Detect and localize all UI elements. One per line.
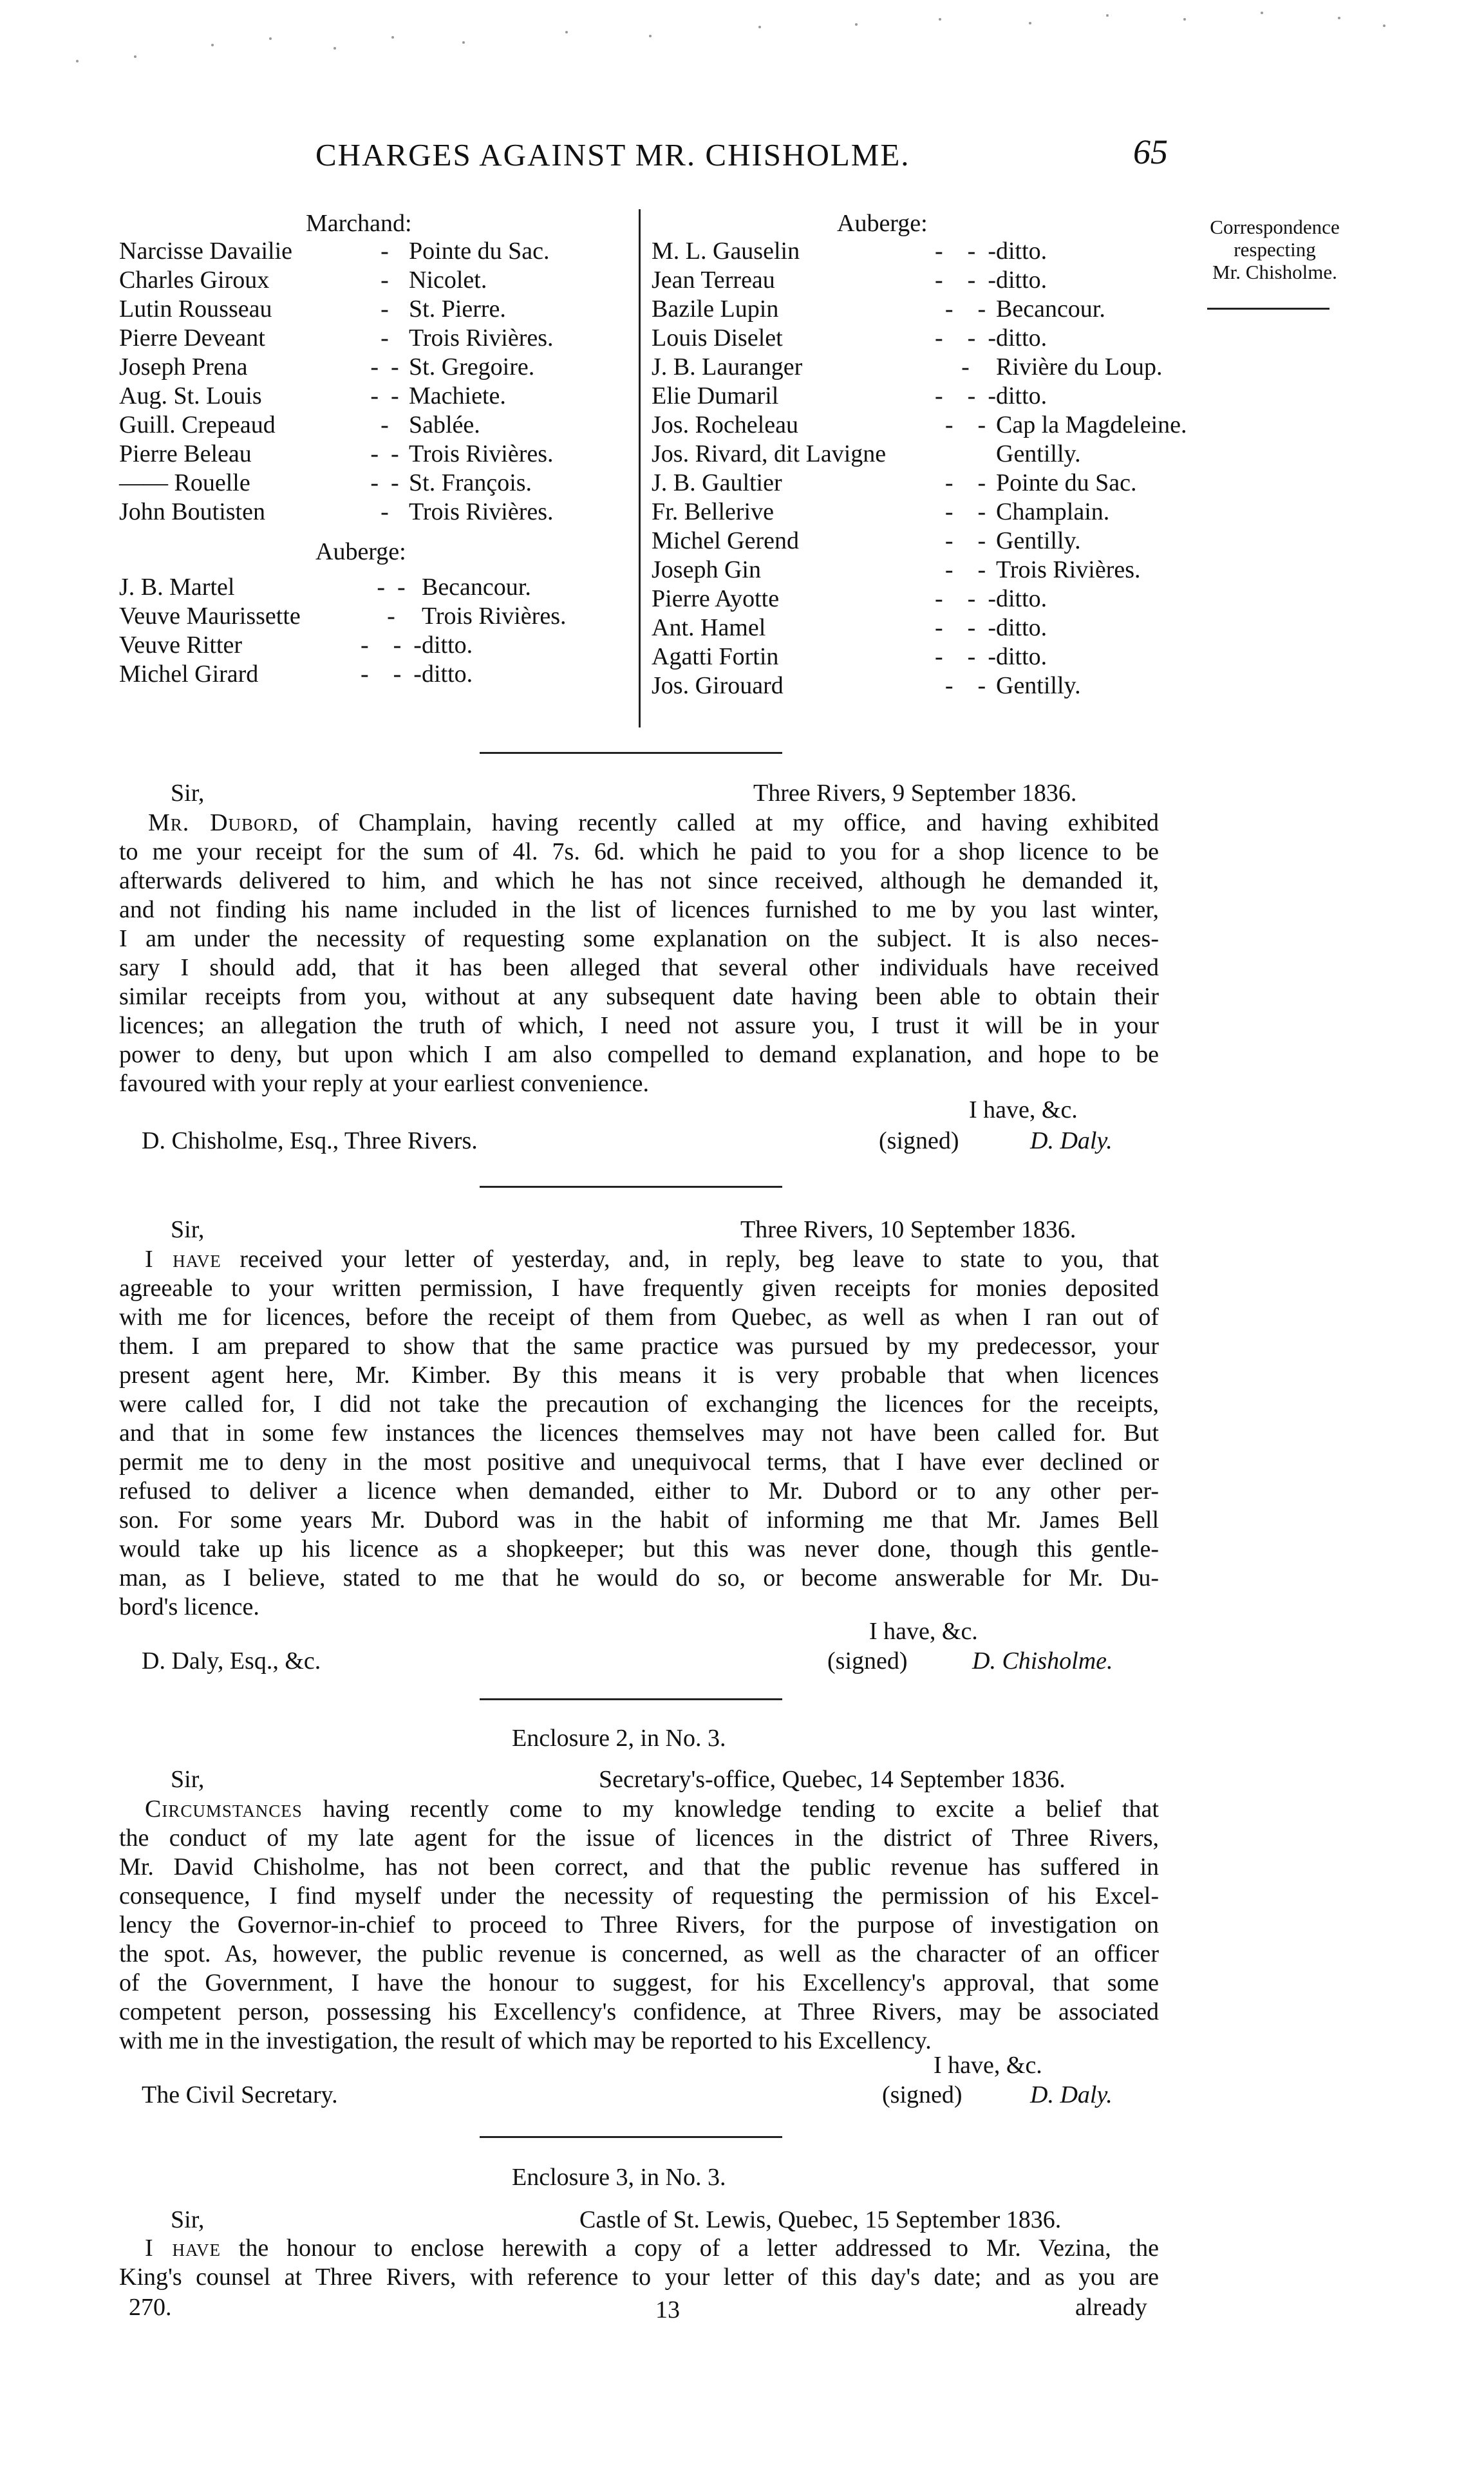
list-item-place: St. Gregoire.	[409, 353, 535, 380]
letter2-line: would take up his licence as a shopkeeper; but this was never done, though this gentle-	[119, 1535, 1159, 1562]
page-number: 65	[1133, 133, 1168, 171]
list-item-place: Trois Rivières.	[996, 556, 1141, 583]
list-item-name: Aug. St. Louis	[119, 382, 262, 409]
list-item-place: ditto.	[421, 632, 473, 659]
list-item-dash: - - -	[935, 267, 996, 294]
list-item-place: Pointe du Sac.	[996, 469, 1137, 496]
auberge-right-heading: Auberge:	[837, 210, 928, 237]
enclosure2-closing: I have, &c.	[934, 2052, 1042, 2079]
auberge-left-list	[119, 573, 641, 689]
letter2-line: refused to deliver a licence when demanded, either to Mr. Dubord or to any other per-	[119, 1477, 1159, 1505]
letter1-signed: (signed)	[879, 1127, 959, 1154]
enclosure2-line: of the Government, I have the honour to suggest, for his Excellency's approval, that some	[119, 1969, 1159, 1996]
enclosure3-line: I have the honour to enclose herewith a copy of a letter addressed to Mr. Vezina, the	[145, 2235, 1159, 2262]
enclosure2-line: competent person, possessing his Excellency's confidence, at Three Rivers, may be associated	[119, 1998, 1159, 2025]
list-item	[119, 266, 628, 295]
letter1-line: licences; an allegation the truth of which, I need not assure you, I trust it will be in your	[119, 1012, 1159, 1039]
letter1-line: sary I should add, that it has been alleged that several other individuals have received	[119, 954, 1159, 981]
section-rule	[480, 1186, 782, 1188]
list-item	[119, 498, 628, 527]
list-item-name: J. B. Lauranger	[652, 353, 803, 380]
list-item	[119, 411, 628, 440]
list-item-dash: -	[380, 267, 389, 294]
list-item-dash: - -	[944, 672, 986, 699]
list-item	[652, 237, 1241, 266]
list-item-dash: -	[380, 324, 389, 352]
letter1-line: to me your receipt for the sum of 4l. 7s. 6d. which he paid to you for a shop licence to be	[119, 838, 1159, 865]
list-item-name: John Boutisten	[119, 498, 265, 525]
letter2-line: them. I am prepared to show that the same practice was pursued by my predecessor, your	[119, 1333, 1159, 1360]
list-item-dash: - -	[944, 411, 986, 438]
list-item	[119, 295, 628, 324]
letter1-salutation: Sir,	[171, 780, 205, 807]
list-item-name: Pierre Beleau	[119, 440, 252, 467]
section-rule	[480, 1698, 782, 1700]
letter1-line: afterwards delivered to him, and which he has not since received, although he demanded it,	[119, 867, 1159, 894]
list-item-dash: - -	[944, 527, 986, 554]
enclosure2-signed: (signed)	[882, 2081, 963, 2108]
list-item-dash: -	[387, 603, 395, 630]
list-item-dash: - -	[370, 440, 399, 467]
enclosure2-line: with me in the investigation, the result of which may be reported to his Excellency.	[119, 2027, 932, 2054]
letter1-line: similar receipts from you, without at any subsequent date having been able to obtain their	[119, 983, 1159, 1010]
list-item	[652, 295, 1241, 324]
letter1-line: I am under the necessity of requesting some explanation on the subject. It is also neces-	[119, 925, 1159, 952]
enclosure3-line: King's counsel at Three Rivers, with reference to your letter of this day's date; and as you are	[119, 2264, 1159, 2291]
list-item	[652, 411, 1241, 440]
scan-speckle	[0, 0, 1484, 97]
letter1-dateline: Three Rivers, 9 September 1836.	[753, 780, 1077, 807]
auberge-left-heading: Auberge:	[315, 538, 406, 565]
list-item	[652, 324, 1241, 353]
list-item	[652, 614, 1241, 642]
enclosure3-title: Enclosure 3, in No. 3.	[512, 2164, 726, 2191]
list-item-name: J. B. Gaultier	[652, 469, 782, 496]
letter2-line: and that in some few instances the licences themselves may not have been called for. But	[119, 1420, 1159, 1447]
letter1-line: Mr. Dubord, of Champlain, having recently called at my office, and having exhibited	[148, 809, 1160, 836]
list-item	[652, 556, 1241, 585]
enclosure2-dateline: Secretary's-office, Quebec, 14 September 1836.	[599, 1766, 1066, 1793]
list-item-name: Jean Terreau	[652, 267, 775, 294]
list-item-place: Machiete.	[409, 382, 506, 409]
list-item-dash: - -	[944, 498, 986, 525]
list-item	[119, 631, 641, 660]
list-item-place: Gentilly.	[996, 672, 1081, 699]
list-item-name: Joseph Gin	[652, 556, 761, 583]
list-item-name: Jos. Rocheleau	[652, 411, 798, 438]
list-item-name: Pierre Ayotte	[652, 585, 780, 612]
list-item-place: ditto.	[996, 585, 1047, 612]
list-item-dash: - - -	[935, 614, 996, 641]
list-item-dash: - - -	[935, 238, 996, 265]
letter1-line: favoured with your reply at your earliest convenience.	[119, 1070, 650, 1097]
list-item-place: Trois Rivières.	[409, 440, 554, 467]
letter2-dateline: Three Rivers, 10 September 1836.	[740, 1216, 1076, 1243]
letter2-line: bord's licence.	[119, 1593, 259, 1620]
enclosure2-opening: Circumstances	[145, 1796, 303, 1823]
list-item-dash: - - -	[361, 632, 422, 659]
list-item-name: Agatti Fortin	[652, 643, 779, 670]
list-item-name: Bazile Lupin	[652, 295, 779, 323]
letter2-line: I have received your letter of yesterday, and, in reply, beg leave to state to you, that	[145, 1246, 1159, 1273]
enclosure2-salutation: Sir,	[171, 1766, 205, 1793]
footer-signature-mark: 13	[655, 2296, 680, 2323]
list-item	[119, 602, 641, 631]
list-item-place: Gentilly.	[996, 527, 1081, 554]
list-item	[119, 573, 641, 602]
letter1-line: power to deny, but upon which I am also compelled to demand explanation, and hope to be	[119, 1041, 1159, 1068]
footer-catchword: already	[1075, 2294, 1147, 2321]
auberge-right-list	[652, 237, 1241, 700]
list-item-dash: -	[380, 498, 389, 525]
enclosure3-opening: I have	[145, 2235, 221, 2262]
letter1-line: and not finding his name included in the list of licences furnished to me by you last winter,	[119, 896, 1159, 923]
list-item-name: Pierre Deveant	[119, 324, 265, 352]
list-item-place: Becancour.	[996, 295, 1105, 323]
list-item-dash: - -	[370, 353, 399, 380]
list-item-name: Louis Diselet	[652, 324, 783, 352]
list-item-dash: - -	[944, 469, 986, 496]
letter2-line: agreeable to your written permission, I have frequently given receipts for monies deposited	[119, 1275, 1159, 1302]
section-rule	[480, 2136, 782, 2138]
list-item-place: Becancour.	[421, 574, 531, 601]
list-item-dash	[935, 440, 996, 469]
list-item-dash: - -	[370, 382, 399, 409]
letter2-closing: I have, &c.	[869, 1618, 978, 1645]
list-item	[119, 324, 628, 353]
column-divider	[639, 209, 641, 727]
list-item-dash: - - -	[935, 324, 996, 352]
list-item-place: Cap la Magdeleine.	[996, 411, 1187, 438]
list-item-dash: - - -	[935, 382, 996, 409]
margin-note-line: Correspondence	[1210, 216, 1340, 238]
letter2-line: permit me to deny in the most positive and unequivocal terms, that I have ever declined or	[119, 1449, 1159, 1476]
letter2-salutation: Sir,	[171, 1216, 205, 1243]
list-item-dash: - -	[370, 469, 399, 496]
list-item-place: ditto.	[996, 324, 1047, 352]
list-item-place: Rivière du Loup.	[996, 353, 1163, 380]
list-item	[119, 440, 628, 469]
letter2-line: son. For some years Mr. Dubord was in the habit of informing me that Mr. James Bell	[119, 1506, 1159, 1533]
list-item-dash: -	[380, 411, 389, 438]
list-item-place: ditto.	[996, 382, 1047, 409]
list-item-place: Pointe du Sac.	[409, 238, 550, 265]
list-item	[119, 353, 628, 382]
list-item-name: Veuve Maurissette	[119, 603, 301, 630]
letter2-signature: D. Chisholme.	[972, 1647, 1113, 1674]
list-item-place: ditto.	[996, 643, 1047, 670]
list-item-name: Fr. Bellerive	[652, 498, 774, 525]
list-item	[119, 237, 628, 266]
list-item-place: Sablée.	[409, 411, 480, 438]
enclosure3-salutation: Sir,	[171, 2206, 205, 2233]
list-item-name: Michel Girard	[119, 661, 259, 688]
list-item-dash: -	[961, 353, 970, 380]
letter2-line: with me for licences, before the receipt of them from Quebec, as well as when I ran out of	[119, 1304, 1159, 1331]
list-item-place: St. François.	[409, 469, 532, 496]
enclosure2-signature: D. Daly.	[1030, 2081, 1113, 2108]
letter2-line: man, as I believe, stated to me that he would do so, or become answerable for Mr. Du-	[119, 1564, 1159, 1591]
list-item-place: Gentilly.	[996, 440, 1081, 467]
list-item	[119, 382, 628, 411]
list-item-dash: - -	[944, 556, 986, 583]
list-item-dash: -	[380, 295, 389, 323]
letter2-opening: I have	[145, 1246, 221, 1273]
marchand-list	[119, 237, 628, 527]
letter1-opening: Mr. Dubord	[148, 809, 293, 836]
list-item-name: J. B. Martel	[119, 574, 235, 601]
list-item-name: M. L. Gauselin	[652, 238, 800, 265]
letter1-closing: I have, &c.	[969, 1096, 1078, 1123]
list-item	[652, 498, 1241, 527]
list-item-name: —— Rouelle	[119, 469, 250, 496]
letter1-addressee: D. Chisholme, Esq., Three Rivers.	[142, 1127, 478, 1154]
enclosure2-line: Circumstances having recently come to my knowledge tending to excite a belief that	[145, 1796, 1159, 1823]
list-item-place: ditto.	[421, 661, 473, 688]
section-rule	[480, 752, 782, 754]
list-item	[119, 660, 641, 689]
list-item-place: Trois Rivières.	[409, 498, 554, 525]
margin-note-line: respecting	[1234, 238, 1316, 261]
list-item-dash: - -	[377, 574, 406, 601]
list-item-dash: -	[380, 238, 389, 265]
list-item-dash: - - -	[935, 643, 996, 670]
list-item-name: Elie Dumaril	[652, 382, 779, 409]
letter2-addressee: D. Daly, Esq., &c.	[142, 1647, 321, 1674]
list-item-name: Lutin Rousseau	[119, 295, 272, 323]
list-item	[119, 469, 628, 498]
enclosure2-line: Mr. David Chisholme, has not been correct, and that the public revenue has suffered in	[119, 1853, 1159, 1880]
list-item-place: ditto.	[996, 238, 1047, 265]
letter2-line: present agent here, Mr. Kimber. By this means it is very probable that when licences	[119, 1362, 1159, 1389]
letter2-signed: (signed)	[827, 1647, 908, 1674]
list-item-dash: - - -	[935, 585, 996, 612]
list-item-name: Guill. Crepeaud	[119, 411, 276, 438]
enclosure2-title: Enclosure 2, in No. 3.	[512, 1725, 726, 1752]
enclosure2-addressee: The Civil Secretary.	[142, 2081, 338, 2108]
enclosure2-line: consequence, I find myself under the necessity of requesting the permission of his Excel-	[119, 1882, 1159, 1909]
list-item	[652, 642, 1241, 671]
letter1-signature: D. Daly.	[1030, 1127, 1113, 1154]
list-item	[652, 353, 1241, 382]
enclosure2-line: the spot. As, however, the public revenue is concerned, as well as the character of an officer	[119, 1940, 1159, 1967]
list-item-place: Nicolet.	[409, 267, 487, 294]
enclosure2-line: lency the Governor-in-chief to proceed to Three Rivers, for the purpose of investigation on	[119, 1911, 1159, 1938]
list-item	[652, 440, 1241, 469]
footer-left: 270.	[129, 2294, 172, 2321]
list-item-name: Narcisse Davailie	[119, 238, 293, 265]
list-item-dash: - -	[944, 295, 986, 323]
enclosure2-line: the conduct of my late agent for the issue of licences in the district of Three Rivers,	[119, 1824, 1159, 1852]
list-item-name: Ant. Hamel	[652, 614, 766, 641]
list-item-name: Jos. Rivard, dit Lavigne	[652, 440, 887, 467]
list-item-place: Trois Rivières.	[421, 603, 567, 630]
margin-note-line: Mr. Chisholme.	[1212, 261, 1337, 283]
list-item	[652, 266, 1241, 295]
list-item-place: Champlain.	[996, 498, 1110, 525]
list-item-place: Trois Rivières.	[409, 324, 554, 352]
list-item	[652, 469, 1241, 498]
list-item-place: ditto.	[996, 614, 1047, 641]
list-item	[652, 671, 1241, 700]
list-item-place: St. Pierre.	[409, 295, 506, 323]
list-item-name: Veuve Ritter	[119, 632, 243, 659]
list-item-name: Joseph Prena	[119, 353, 248, 380]
list-item-name: Michel Gerend	[652, 527, 799, 554]
list-item	[652, 585, 1241, 614]
list-item	[652, 527, 1241, 556]
list-item-dash: - - -	[361, 661, 422, 688]
list-item-name: Jos. Girouard	[652, 672, 784, 699]
page-title: CHARGES AGAINST MR. CHISHOLME.	[315, 137, 910, 173]
letter2-line: were called for, I did not take the precaution of exchanging the licences for the receipts,	[119, 1391, 1159, 1418]
list-item-place: ditto.	[996, 267, 1047, 294]
marchand-heading: Marchand:	[306, 210, 412, 237]
enclosure3-dateline: Castle of St. Lewis, Quebec, 15 September 1836.	[579, 2206, 1062, 2233]
list-item-name: Charles Giroux	[119, 267, 270, 294]
list-item	[652, 382, 1241, 411]
